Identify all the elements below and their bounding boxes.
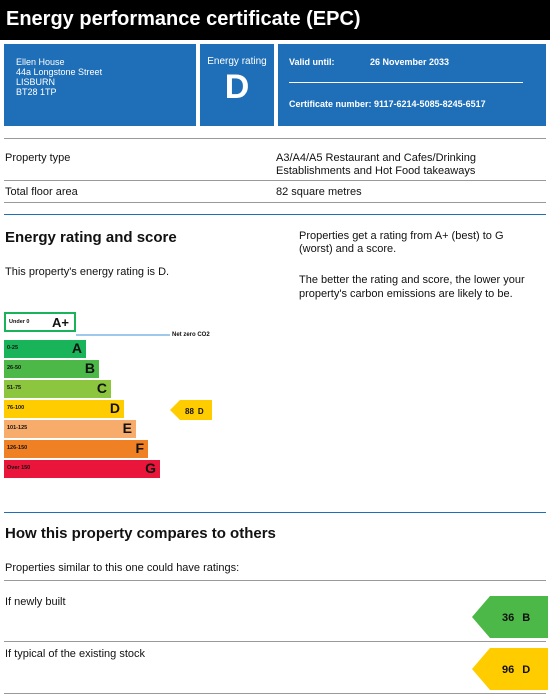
address-line: 44a Longstone Street <box>16 67 103 77</box>
divider <box>4 138 546 139</box>
page-title: Energy performance certificate (EPC) <box>6 8 361 30</box>
rating-band-c <box>4 380 111 398</box>
band-letter: G <box>145 460 156 476</box>
divider <box>4 641 546 642</box>
band-range: 0-25 <box>7 345 19 351</box>
band-letter: B <box>84 360 95 376</box>
existing-stock-arrow <box>472 648 548 690</box>
section-divider <box>4 512 546 513</box>
energy-rating-box <box>200 44 274 126</box>
rating-band-g <box>4 460 160 478</box>
address-line: LISBURN <box>16 77 56 87</box>
validity-divider <box>289 82 523 83</box>
band-letter: A <box>71 340 82 356</box>
rating-info-text: property's carbon emissions are likely to be. <box>299 288 513 300</box>
band-range: Over 150 <box>7 465 31 471</box>
property-type-label: Property type <box>5 152 71 164</box>
rating-band-a <box>4 340 86 358</box>
band-letter: E <box>122 420 132 436</box>
divider <box>4 202 546 203</box>
newly-built-letter: B <box>522 612 531 624</box>
aplus-range: Under 0 <box>9 319 30 325</box>
energy-section-heading: Energy rating and score <box>5 229 177 246</box>
current-letter: D <box>197 407 204 416</box>
band-range: 76-100 <box>7 405 25 411</box>
divider <box>4 693 546 694</box>
divider <box>4 180 546 181</box>
newly-built-score: 36 <box>502 612 515 624</box>
rating-info-text: The better the rating and score, the lower your <box>299 274 525 286</box>
address-box <box>4 44 196 126</box>
band-range: 51-75 <box>7 385 22 391</box>
rating-info-text: (worst) and a score. <box>299 243 397 255</box>
aplus-letter: A+ <box>52 315 69 330</box>
band-letter: D <box>109 400 120 416</box>
current-score: 88 <box>185 407 194 416</box>
compare-intro: Properties similar to this one could have ratings: <box>5 562 240 574</box>
band-letter: C <box>96 380 107 396</box>
newly-built-label: If newly built <box>5 596 66 608</box>
compare-section-heading: How this property compares to others <box>5 525 276 542</box>
rating-band-f <box>4 440 148 458</box>
certificate-number: Certificate number: 9117-6214-5085-8245-6517 <box>289 99 486 109</box>
valid-until-date: 26 November 2033 <box>370 57 450 67</box>
energy-rating-letter: D <box>224 68 250 106</box>
band-letter: F <box>135 440 144 456</box>
rating-info-text: Properties get a rating from A+ (best) to G <box>299 230 504 242</box>
rating-band-e <box>4 420 136 438</box>
net-zero-label: Net zero CO2 <box>172 332 210 338</box>
address-line: BT28 1TP <box>16 87 57 97</box>
existing-stock-score: 96 <box>502 664 515 676</box>
band-range: 26-50 <box>7 365 22 371</box>
net-zero-line <box>76 334 170 336</box>
current-rating-arrow <box>170 400 214 420</box>
validity-box <box>278 44 546 126</box>
existing-stock-label: If typical of the existing stock <box>5 648 146 660</box>
band-range: 126-150 <box>7 445 28 451</box>
divider <box>4 580 546 581</box>
existing-stock-letter: D <box>522 664 531 676</box>
newly-built-arrow <box>472 596 548 638</box>
rating-band-b <box>4 360 99 378</box>
property-type-value: Establishments and Hot Food takeaways <box>276 165 476 177</box>
energy-rating-label: Energy rating <box>207 56 267 67</box>
floor-area-label: Total floor area <box>5 186 78 198</box>
rating-band-d <box>4 400 124 418</box>
aplus-band <box>4 312 76 332</box>
band-range: 101-125 <box>7 425 28 431</box>
address-line: Ellen House <box>16 57 65 67</box>
property-type-value: A3/A4/A5 Restaurant and Cafes/Drinking <box>276 152 476 164</box>
section-divider <box>4 214 546 215</box>
valid-until-label: Valid until: <box>289 57 335 67</box>
rating-statement: This property's energy rating is D. <box>5 266 170 278</box>
title-bar <box>0 0 550 40</box>
floor-area-value: 82 square metres <box>276 186 362 198</box>
